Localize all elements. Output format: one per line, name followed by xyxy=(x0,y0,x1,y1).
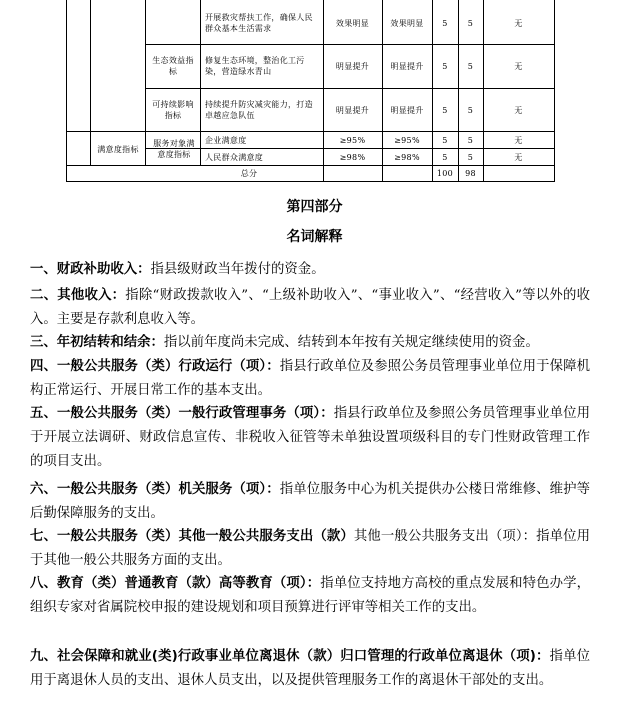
total-label-cell: 总分 xyxy=(240,169,258,178)
glossary-item xyxy=(30,355,590,403)
table-cell-actual: ≥98% xyxy=(394,152,420,162)
glossary-item xyxy=(30,525,590,573)
glossary-definition: 指单位用于离退休人员的支出、退休人员支出，以及提供管理服务工作的离退休干部处的支出。 xyxy=(30,649,591,688)
table-cell-score: 5 xyxy=(467,18,474,28)
glossary-term: 八、教育（类）普通教育（款）高等教育（项）： xyxy=(30,576,321,591)
table-cell-target: 明显提升 xyxy=(335,61,370,71)
glossary-item xyxy=(30,572,590,620)
table-cell-weight: 5 xyxy=(442,135,448,145)
table-cell-actual: 效果明显 xyxy=(390,18,424,28)
glossary-item xyxy=(30,284,590,332)
table-cell-weight: 5 xyxy=(442,152,448,162)
glossary-item xyxy=(30,258,590,282)
table-cell-target: 效果明显 xyxy=(335,18,370,28)
table-cell-target: 明显提升 xyxy=(335,105,370,115)
glossary-item xyxy=(30,478,590,526)
glossary-definition: 其他一般公共服务支出（项）：指单位用于其他一般公共服务方面的支出。 xyxy=(30,529,590,568)
glossary-term: 六、一般公共服务（类）机关服务（项）： xyxy=(30,482,280,497)
table-cell-score: 5 xyxy=(467,135,474,145)
glossary-term: 五、一般公共服务（类）一般行政管理事务（项）： xyxy=(30,406,334,421)
glossary-term: 一、财政补助收入： xyxy=(30,262,151,277)
table-cell-note: 无 xyxy=(514,105,523,115)
section-title-heading: 名词解释 xyxy=(286,229,343,245)
glossary-definition: 指县行政单位及参照公务员管理事业单位用于开展立法调研、财政信息宣传、非税收入征管等未单独设置项级科目的专门性财政管理工作的项目支出。 xyxy=(30,406,590,469)
table-cell-note: 无 xyxy=(514,135,523,145)
table-cell-weight: 5 xyxy=(442,61,448,71)
table-cell-content: 修复生态环境，整治化工污染，营造绿水青山 xyxy=(205,56,305,76)
table-cell-weight: 5 xyxy=(442,105,448,115)
table-cell-content: 企业满意度 xyxy=(205,135,247,145)
table-cell-content: 开展救灾帮扶工作，确保人民群众基本生活需求 xyxy=(205,13,313,33)
section-part-heading: 第四部分 xyxy=(286,199,343,215)
table-cell-weight: 5 xyxy=(442,18,448,28)
glossary-definition: 指县行政单位及参照公务员管理事业单位用于保障机构正常运行、开展日常工作的基本支出。 xyxy=(30,359,590,398)
glossary-definition: 指单位服务中心为机关提供办公楼日常维修、维护等后勤保障服务的支出。 xyxy=(30,482,590,521)
glossary-term: 三、年初结转和结余： xyxy=(30,335,164,350)
table-cell-actual: ≥95% xyxy=(394,135,420,145)
table-cell-score: 5 xyxy=(467,61,474,71)
table-cell-content: 持续提升防灾减灾能力，打造卓越应急队伍 xyxy=(205,100,313,120)
table-cell-actual: 明显提升 xyxy=(390,61,424,71)
glossary-definition: 指以前年度尚未完成、结转到本年按有关规定继续使用的资金。 xyxy=(163,335,539,350)
table-cell-indicator: 生态效益指标 xyxy=(152,56,194,76)
total-score-cell: 98 xyxy=(465,169,476,178)
table-cell-note: 无 xyxy=(514,18,523,28)
table-cell-indicator: 可持续影响指标 xyxy=(152,100,194,120)
performance-table xyxy=(66,0,555,182)
satisfaction-category-cell: 满意度指标 xyxy=(97,144,139,154)
table-cell-note: 无 xyxy=(514,152,523,162)
glossary-item xyxy=(30,402,590,474)
glossary-term: 四、一般公共服务（类）行政运行（项）： xyxy=(30,359,280,374)
total-weight-cell: 100 xyxy=(436,169,454,178)
table-cell-actual: 明显提升 xyxy=(390,105,424,115)
satisfaction-sub-cell: 服务对象满意度指标 xyxy=(153,139,195,159)
glossary-term: 九、社会保障和就业(类)行政事业单位离退休（款）归口管理的行政单位离退休（项)： xyxy=(30,649,550,664)
table-cell-content: 人民群众满意度 xyxy=(205,152,264,162)
glossary-term: 七、一般公共服务（类）其他一般公共服务支出（款） xyxy=(30,529,354,544)
glossary-definition: 指县级财政当年拨付的资金。 xyxy=(150,262,325,277)
glossary-term: 二、其他收入： xyxy=(30,288,126,303)
glossary-definition: 指除“财政拨款收入”、“上级补助收入”、“事业收入”、“经营收入”等以外的收入。主要是存款利息收入等。 xyxy=(30,288,591,327)
glossary-item xyxy=(30,331,590,355)
table-cell-score: 5 xyxy=(467,105,474,115)
glossary-definition: 指单位支持地方高校的重点发展和特色办学，组织专家对省属院校申报的建设规划和项目预算进行评审等相关工作的支出。 xyxy=(30,576,590,615)
table-cell-target: ≥98% xyxy=(339,152,366,162)
table-cell-target: ≥95% xyxy=(339,135,366,145)
table-cell-note: 无 xyxy=(514,61,523,71)
glossary-item xyxy=(30,645,590,693)
table-cell-score: 5 xyxy=(467,152,474,162)
